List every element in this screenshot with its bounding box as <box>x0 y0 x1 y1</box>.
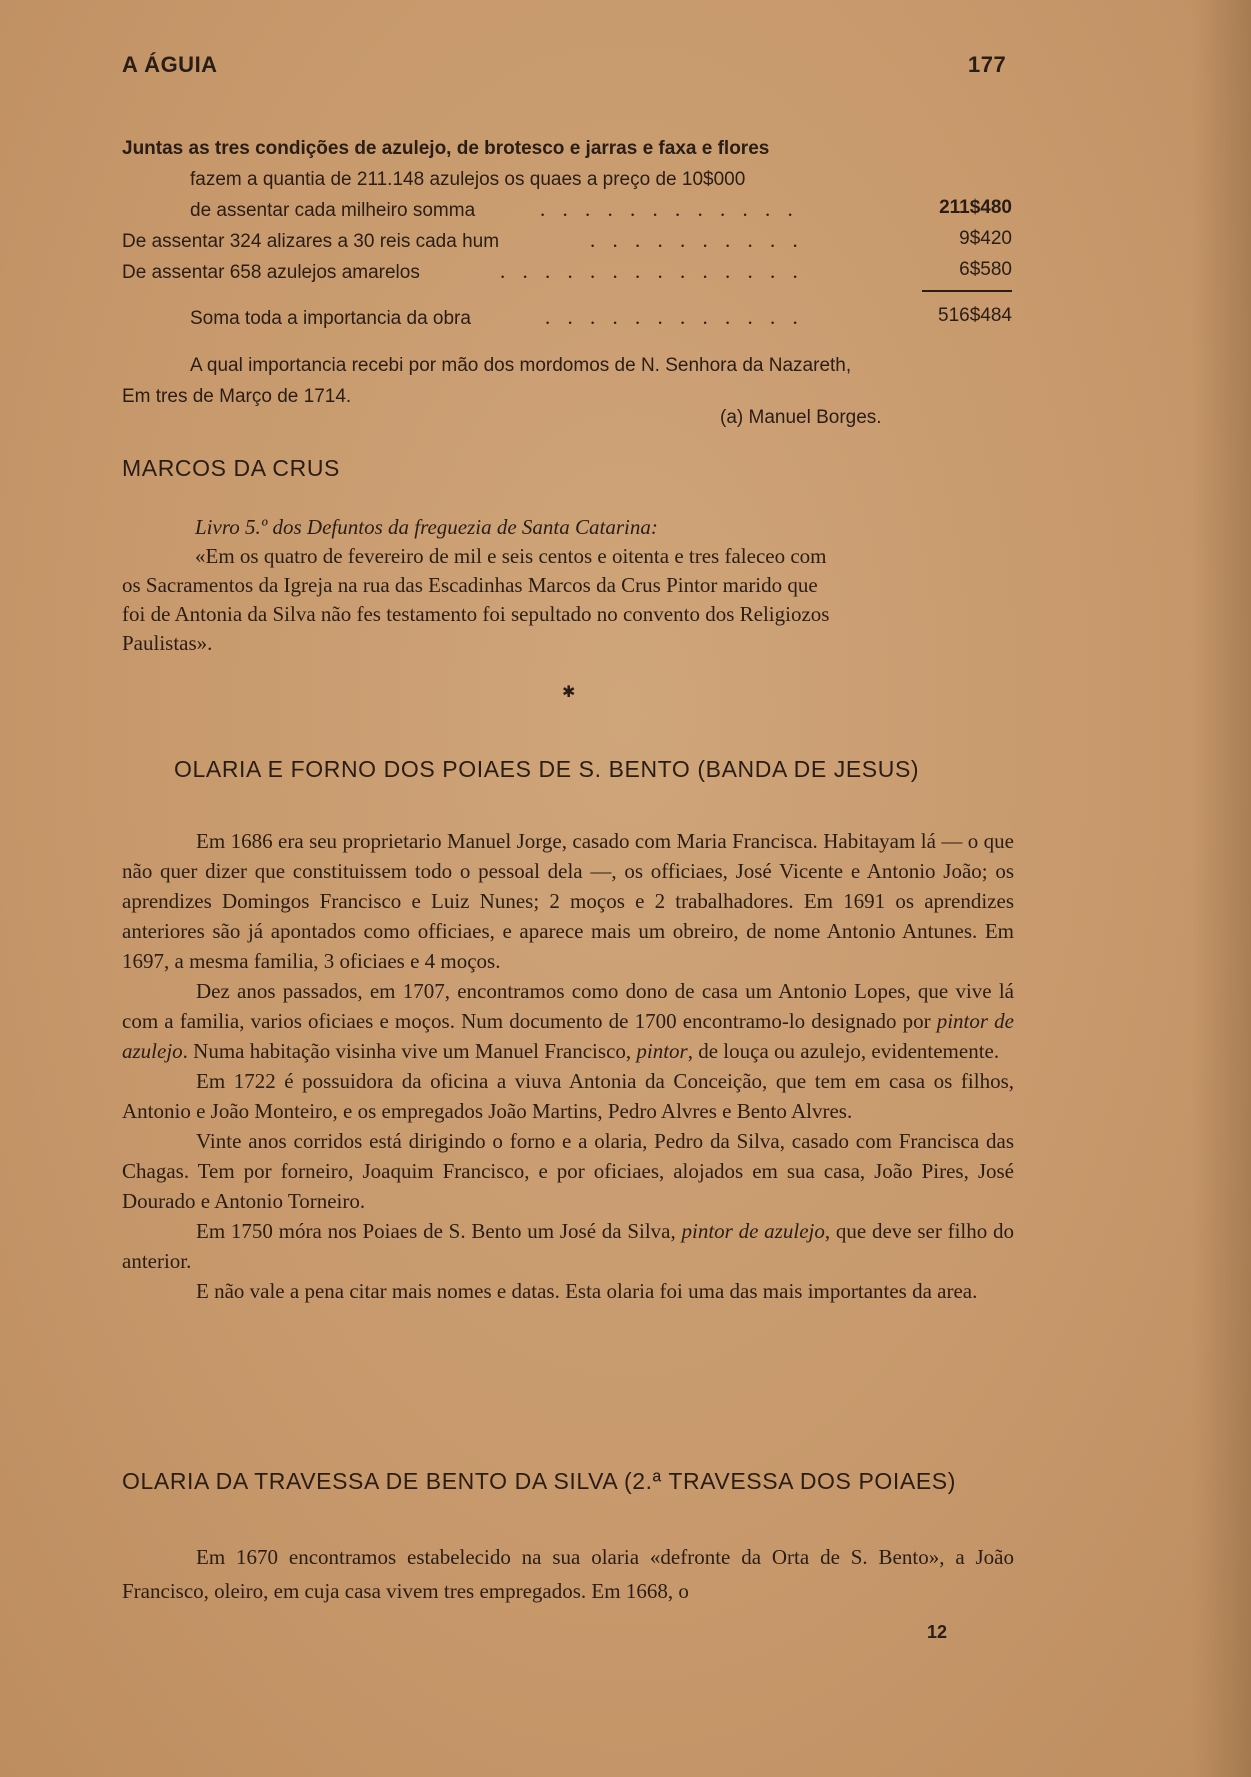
source-citation <box>195 513 658 541</box>
account-row2-amount: 9$420 <box>959 228 1012 249</box>
paragraph-1670: Em 1670 encontramos estabelecido na sua olaria «defronte da Orta de S. Bento», a João Francisco, oleiro, em cuja casa vivem tres empregados. Em 1668, o <box>122 1545 1014 1603</box>
paragraph-1707-italic-1: pintor de azulejo <box>122 1009 1014 1063</box>
account-row3-label: De assentar 658 azulejos amarelos <box>122 262 420 283</box>
quote-line-4: Paulistas». <box>122 631 213 655</box>
olaria-travessa-text <box>122 1540 1014 1608</box>
source-text: Livro 5.º dos Defuntos da freguezia de Santa Catarina: <box>195 515 658 539</box>
paragraph-1750-text-b: , que deve ser filho do anterior. <box>122 1219 1014 1273</box>
quote-line-3: foi de Antonia da Silva não fes testamento foi sepultado no convento dos Religiozos <box>122 602 830 626</box>
dot-leader: . . . . . . . . . . . . <box>540 197 799 221</box>
page-edge-shadow <box>1191 0 1251 1777</box>
paragraph-1750 <box>122 1216 1014 1276</box>
section-ornament: ✱ <box>562 684 576 701</box>
account-total-label: Soma toda a importancia da obra <box>190 308 471 329</box>
account-row1-label: de assentar cada milheiro somma <box>190 200 476 221</box>
dot-leader: . . . . . . . . . . . . <box>545 305 804 329</box>
paragraph-1750-italic: pintor de azulejo <box>681 1219 825 1243</box>
account-row3-amount: 6$580 <box>959 259 1012 280</box>
paragraph-vinte-anos: Vinte anos corridos está dirigindo o forno e a olaria, Pedro da Silva, casado com Francisca das Chagas. Tem por forneiro, Joaquim Francisco, e por oficiaes, alojados em sua casa, João Pires, José Dourado e Antonio Torneiro. <box>122 1129 1014 1213</box>
receipt-signature: (a) Manuel Borges. <box>720 407 882 428</box>
olaria-sbento-text <box>122 826 1014 1306</box>
account-row2-label: De assentar 324 alizares a 30 reis cada hum <box>122 231 500 252</box>
receipt-line: A qual importancia recebi por mão dos mordomos de N. Senhora da Nazareth, <box>190 355 852 376</box>
account-total-amount: 516$484 <box>938 305 1012 326</box>
paragraph-1707-italic-2: pintor <box>636 1039 688 1063</box>
section-heading-olaria-travessa: OLARIA DA TRAVESSA DE BENTO DA SILVA (2.ª TRAVESSA DOS POIAES) <box>122 1468 956 1494</box>
paragraph-1750-text-a: Em 1750 móra nos Poiaes de S. Bento um José da Silva, <box>196 1219 682 1243</box>
account-intro-line2: fazem a quantia de 211.148 azulejos os quaes a preço de 10$000 <box>190 169 746 190</box>
paragraph-1686: Em 1686 era seu proprietario Manuel Jorge, casado com Maria Francisca. Habitayam lá — o que não quer dizer que constituissem todo o pessoal dela —, os officiaes, José Vicente e Antonio João; os aprendizes Domingos Francisco e Luiz Nunes; 2 moços e 2 trabalhadores. Em 1691 os aprendizes anteriores são já apontados como officiaes, e aparece mais um obreiro, de nome Antonio Antunes. Em 1697, a mesma familia, 3 oficiaes e 4 moços. <box>122 829 1014 973</box>
page-number: 177 <box>968 52 1007 77</box>
account-row1-amount: 211$480 <box>939 197 1012 218</box>
paragraph-1707-text-b: . Numa habitação visinha vive um Manuel Francisco, <box>182 1039 637 1063</box>
dot-leader: . . . . . . . . . . <box>590 228 804 252</box>
account-intro-line1: Juntas as tres condições de azulejo, de brotesco e jarras e faxa e flores <box>122 138 770 159</box>
quote-line-1: «Em os quatro de fevereiro de mil e seis centos e oitenta e tres faleceo com <box>195 544 827 568</box>
receipt-date: Em tres de Março de 1714. <box>122 386 352 407</box>
sum-rule <box>922 290 1012 292</box>
paragraph-1722: Em 1722 é possuidora da oficina a viuva Antonia da Conceição, que tem em casa os filhos, Antonio e João Monteiro, e os empregados João Martins, Pedro Alvres e Bento Alvres. <box>122 1069 1014 1123</box>
quote-line-2: os Sacramentos da Igreja na rua das Escadinhas Marcos da Crus Pintor marido que <box>122 573 818 597</box>
paragraph-1707-text-c: , de louça ou azulejo, evidentemente. <box>687 1039 1000 1063</box>
section-heading-olaria-sbento: OLARIA E FORNO DOS POIAES DE S. BENTO (BANDA DE JESUS) <box>174 756 920 782</box>
signature-mark: 12 <box>927 1622 948 1642</box>
running-title: A ÁGUIA <box>122 52 218 77</box>
paragraph-1707-text-a: Dez anos passados, em 1707, encontramos como dono de casa um Antonio Lopes, que vive lá com a familia, varios oficiaes e moços. Num documento de 1700 encontramo-lo designado por <box>122 979 1014 1033</box>
section-heading-marcos: MARCOS DA CRUS <box>122 455 340 481</box>
paragraph-conclusion: E não vale a pena citar mais nomes e datas. Esta olaria foi uma das mais importantes da area. <box>196 1279 978 1303</box>
paragraph-1707 <box>122 976 1014 1066</box>
dot-leader: . . . . . . . . . . . . . . <box>500 259 804 283</box>
